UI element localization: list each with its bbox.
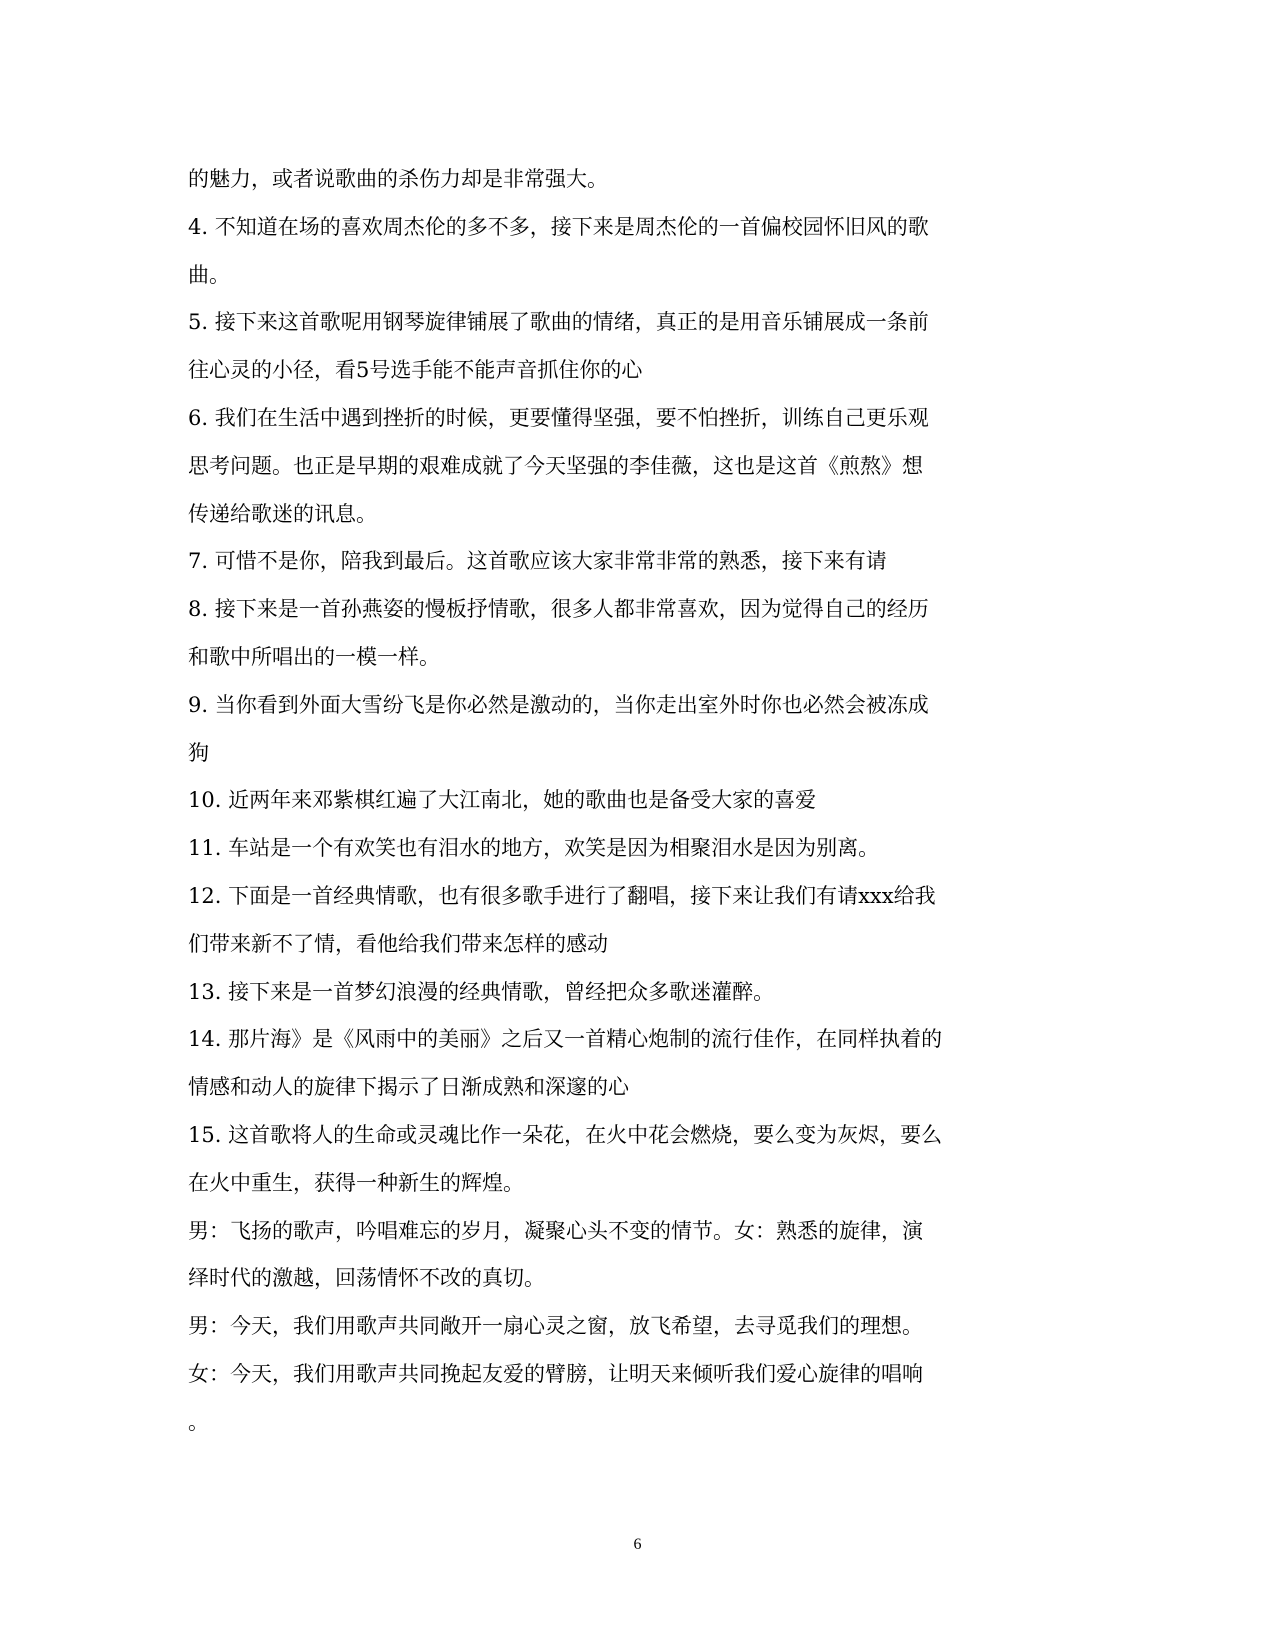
document-body (188, 156, 1058, 1447)
text-line: 。 (188, 1409, 209, 1434)
page-number: 6 (633, 1536, 642, 1553)
text-line: 男：飞扬的歌声，吟唱难忘的岁月，凝聚心头不变的情节。女：熟悉的旋律，演 (188, 1218, 923, 1243)
text-line: 5. 接下来这首歌呢用钢琴旋律铺展了歌曲的情绪，真正的是用音乐铺展成一条前 (188, 310, 929, 335)
text-line: 8. 接下来是一首孙燕姿的慢板抒情歌，很多人都非常喜欢，因为觉得自己的经历 (188, 597, 929, 622)
text-line: 的魅力，或者说歌曲的杀伤力却是非常强大。 (188, 167, 608, 191)
text-line: 思考问题。也正是早期的艰难成就了今天坚强的李佳薇，这也是这首《煎熬》想 (188, 453, 923, 478)
text-line: 7. 可惜不是你，陪我到最后。这首歌应该大家非常非常的熟悉，接下来有请 (188, 549, 887, 574)
text-line: 狗 (188, 740, 209, 765)
text-line: 10. 近两年来邓紫棋红遍了大江南北，她的歌曲也是备受大家的喜爱 (188, 788, 817, 813)
text-line: 们带来新不了情，看他给我们带来怎样的感动 (188, 931, 608, 956)
text-line: 在火中重生，获得一种新生的辉煌。 (188, 1170, 524, 1195)
text-line: 15. 这首歌将人的生命或灵魂比作一朵花，在火中花会燃烧，要么变为灰烬，要么 (188, 1122, 943, 1147)
text-line: 6. 我们在生活中遇到挫折的时候，更要懂得坚强，要不怕挫折，训练自己更乐观 (188, 405, 929, 430)
text-line: 4. 不知道在场的喜欢周杰伦的多不多，接下来是周杰伦的一首偏校园怀旧风的歌 (188, 214, 929, 239)
text-line: 情感和动人的旋律下揭示了日渐成熟和深邃的心 (188, 1075, 629, 1100)
text-line: 和歌中所唱出的一模一样。 (188, 644, 440, 669)
text-line: 9. 当你看到外面大雪纷飞是你必然是激动的，当你走出室外时你也必然会被冻成 (188, 692, 929, 717)
text-line: 14. 那片海》是《风雨中的美丽》之后又一首精心炮制的流行佳作，在同样执着的 (188, 1027, 943, 1052)
text-line: 11. 车站是一个有欢笑也有泪水的地方，欢笑是因为相聚泪水是因为别离。 (188, 836, 880, 861)
text-line: 往心灵的小径，看5号选手能不能声音抓住你的心 (188, 358, 643, 383)
text-line: 女：今天，我们用歌声共同挽起友爱的臂膀，让明天来倾听我们爱心旋律的唱响 (188, 1361, 923, 1386)
text-line: 13. 接下来是一首梦幻浪漫的经典情歌，曾经把众多歌迷灌醉。 (188, 979, 775, 1004)
text-line: 男：今天，我们用歌声共同敞开一扇心灵之窗，放飞希望，去寻觅我们的理想。 (188, 1314, 923, 1339)
text-line: 曲。 (188, 262, 230, 287)
text-line: 12. 下面是一首经典情歌，也有很多歌手进行了翻唱，接下来让我们有请xxx给我 (188, 883, 936, 908)
text-line: 绎时代的激越，回荡情怀不改的真切。 (188, 1266, 545, 1291)
text-line: 传递给歌迷的讯息。 (188, 501, 377, 526)
